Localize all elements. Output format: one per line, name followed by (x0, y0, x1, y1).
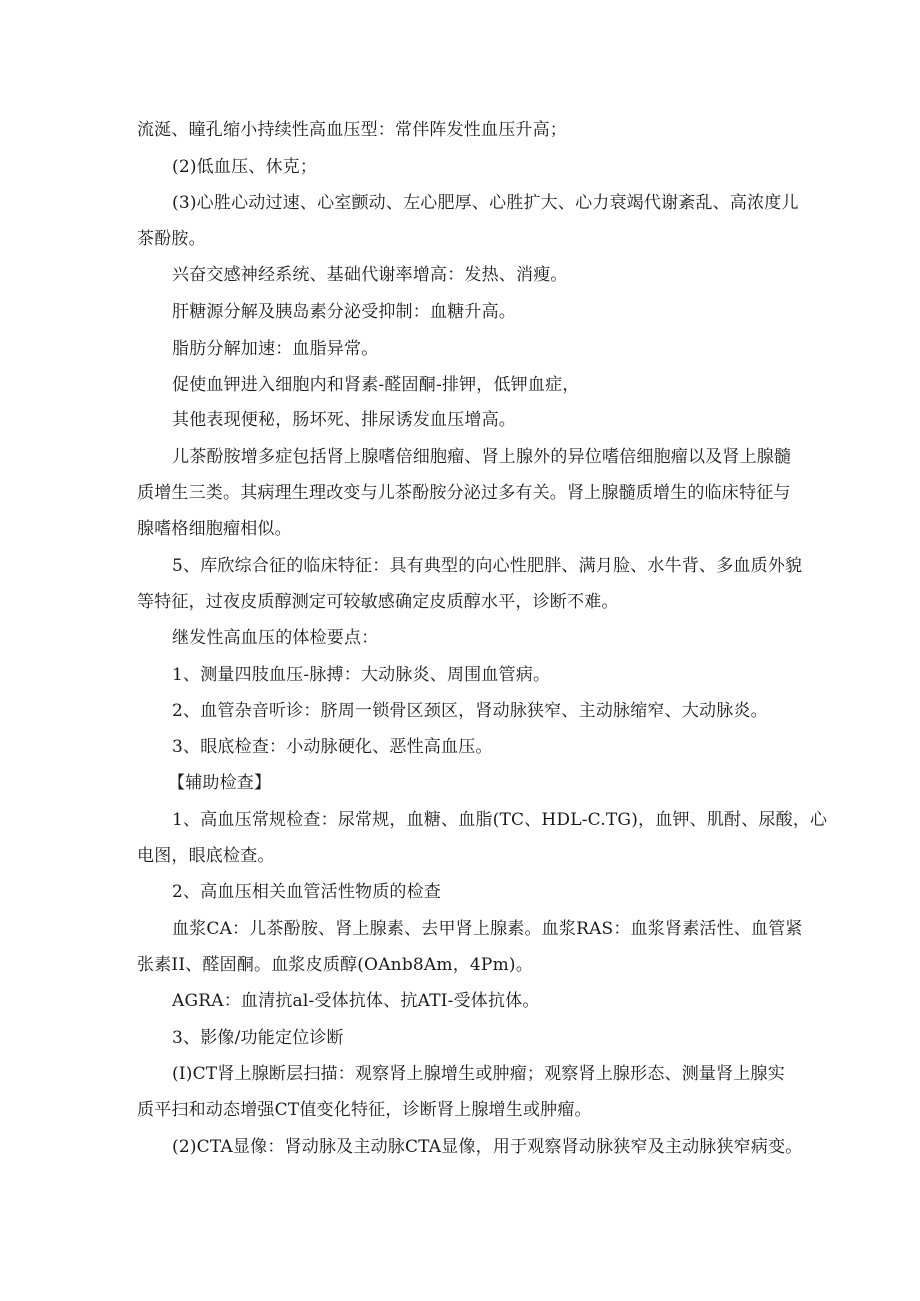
paragraph-line: 3、眼底检查：小动脉硬化、恶性高血压。 (172, 737, 493, 757)
paragraph-line: 2、血管杂音听诊：脐周一锁骨区颈区，肾动脉狭窄、主动脉缩窄、大动脉炎。 (172, 701, 768, 721)
paragraph-line: 其他表现便秘，肠坏死、排尿诱发血压增高。 (172, 410, 516, 430)
paragraph-line: 血浆CA：儿茶酚胺、肾上腺素、去甲肾上腺素。血浆RAS：血浆肾素活性、血管紧 (172, 919, 803, 939)
paragraph-line: 质平扫和动态增强CT值变化特征，诊断肾上腺增生或肿瘤。 (137, 1100, 592, 1120)
paragraph-line: 兴奋交感神经系统、基础代谢率增高：发热、消瘦。 (172, 265, 568, 285)
paragraph-line: 腺嗜格细胞瘤相似。 (137, 519, 292, 539)
paragraph-line: 流涎、瞳孔缩小持续性高血压型：常伴阵发性血压升高； (137, 120, 567, 140)
paragraph-line: 质增生三类。其病理生理改变与儿茶酚胺分泌过多有关。肾上腺髓质增生的临床特征与 (137, 483, 791, 503)
paragraph-line: 促使血钾进入细胞内和肾素-醛固酮-排钾，低钾血症， (172, 375, 580, 395)
section-heading: 【辅助检查】 (168, 773, 272, 793)
paragraph-line: 肝糖源分解及胰岛素分泌受抑制：血糖升高。 (172, 302, 516, 322)
paragraph-line: (3)心胜心动过速、心室颤动、左心肥厚、心胜扩大、心力衰竭代谢紊乱、高浓度儿 (172, 193, 799, 213)
paragraph-line: 张素II、醛固酮。血浆皮质醇(OAnb8Am，4Pm)。 (137, 955, 533, 975)
paragraph-line: 茶酚胺。 (137, 229, 206, 249)
paragraph-line: 5、库欣综合征的临床特征：具有典型的向心性肥胖、满月脸、水牛背、多血质外貌 (172, 556, 803, 576)
paragraph-line: (2)CTA显像：肾动脉及主动脉CTA显像，用于观察肾动脉狭窄及主动脉狭窄病变。 (172, 1137, 803, 1157)
paragraph-line: (I)CT肾上腺断层扫描：观察肾上腺增生或肿瘤；观察肾上腺形态、测量肾上腺实 (172, 1064, 785, 1084)
paragraph-line: 3、影像/功能定位诊断 (172, 1028, 344, 1048)
paragraph-line: AGRA：血清抗al-受体抗体、抗ATI-受体抗体。 (172, 991, 540, 1011)
paragraph-line: 1、测量四肢血压-脉搏：大动脉炎、周围血管病。 (172, 665, 551, 685)
paragraph-line: (2)低血压、休克； (172, 157, 318, 177)
paragraph-line: 脂肪分解加速：血脂异常。 (172, 339, 379, 359)
paragraph-line: 2、高血压相关血管活性物质的检查 (172, 882, 442, 902)
paragraph-line: 等特征，过夜皮质醇测定可较敏感确定皮质醇水平，诊断不难。 (137, 592, 619, 612)
paragraph-line: 电图，眼底检查。 (137, 846, 275, 866)
paragraph-line: 1、高血压常规检查：尿常规，血糖、血脂(TC、HDL-C.TG)，血钾、肌酎、尿酸，心 (172, 810, 828, 830)
paragraph-line: 继发性高血压的体检要点： (172, 628, 379, 648)
paragraph-line: 儿茶酚胺增多症包括肾上腺嗜倍细胞瘤、肾上腺外的异位嗜倍细胞瘤以及肾上腺髓 (172, 447, 792, 467)
